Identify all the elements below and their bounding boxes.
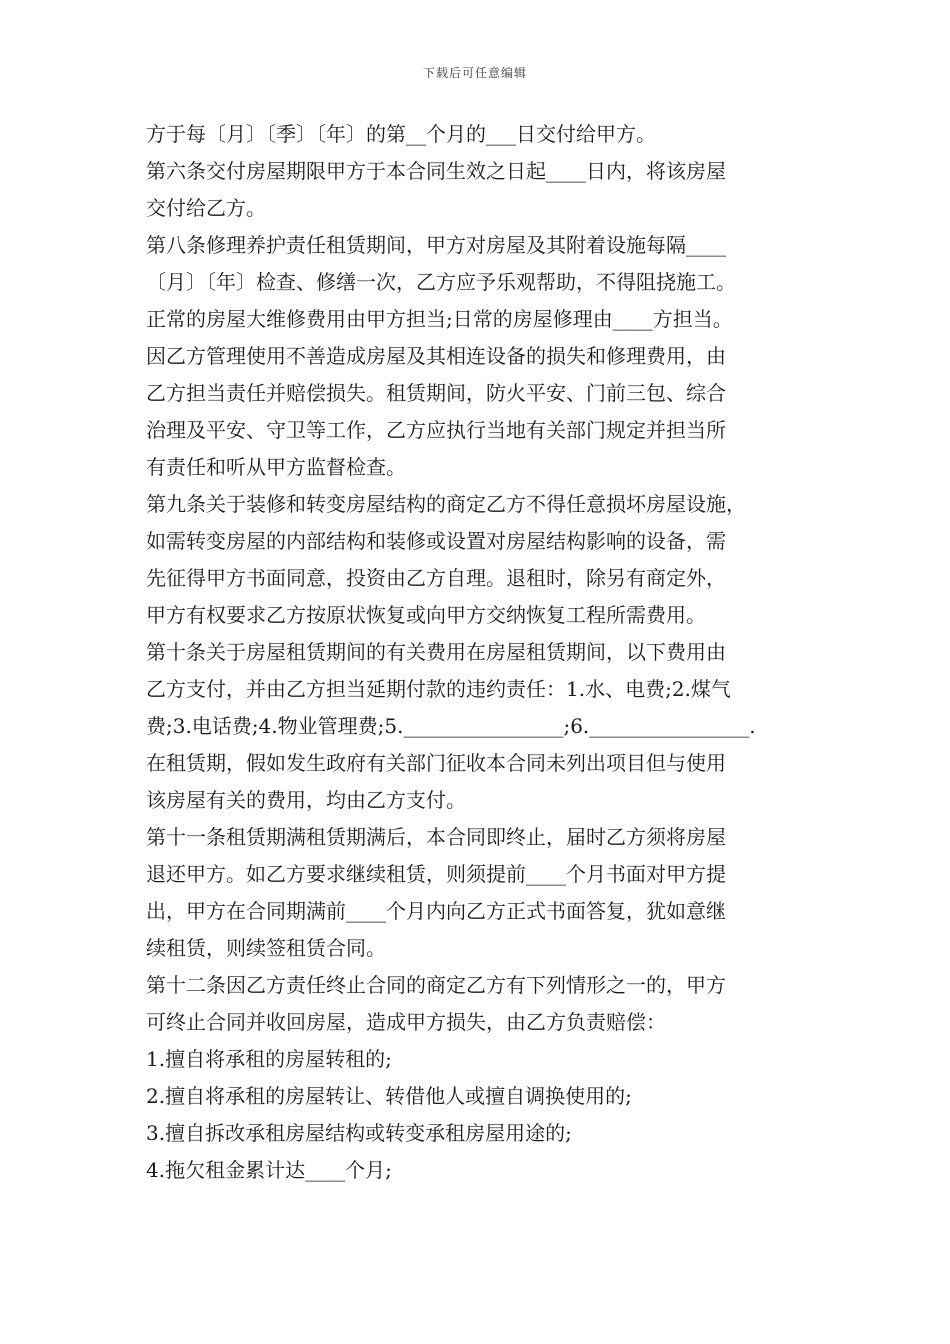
text-line: 方于每〔月〕〔季〕〔年〕的第__个月的___日交付给甲方。	[146, 122, 656, 146]
text-line: 正常的房屋大维修费用由甲方担当;日常的房屋修理由____方担当。	[146, 307, 733, 331]
page-header: 下载后可任意编辑	[422, 66, 527, 80]
text-line: 乙方担当责任并赔偿损失。租赁期间，防火平安、门前三包、综合	[146, 381, 726, 405]
text-line: 4.拖欠租金累计达____个月;	[146, 1158, 392, 1182]
text-line: 退还甲方。如乙方要求继续租赁，则须提前____个月书面对甲方提	[146, 862, 726, 886]
text-line: 交付给乙方。	[146, 196, 266, 220]
text-line: 甲方有权要求乙方按原状恢复或向甲方交纳恢复工程所需费用。	[146, 603, 706, 627]
text-line: 先征得甲方书面同意，投资由乙方自理。退租时，除另有商定外，	[146, 566, 726, 590]
text-line: 〔月〕〔年〕检查、修缮一次，乙方应予乐观帮助，不得阻挠施工。	[146, 270, 736, 294]
text-line: 3.擅自拆改承租房屋结构或转变承租房屋用途的;	[146, 1121, 572, 1145]
text-line: 该房屋有关的费用，均由乙方支付。	[146, 788, 466, 812]
text-line: 第八条修理养护责任租赁期间，甲方对房屋及其附着设施每隔____	[146, 233, 726, 257]
text-line: 第九条关于装修和转变房屋结构的商定乙方不得任意损坏房屋设施，	[146, 492, 746, 516]
text-line: 费;3.电话费;4.物业管理费;5.________________;6.________________.	[146, 714, 756, 738]
text-line: 第十一条租赁期满租赁期满后，本合同即终止，届时乙方须将房屋	[146, 825, 726, 849]
text-line: 第十二条因乙方责任终止合同的商定乙方有下列情形之一的，甲方	[146, 973, 726, 997]
text-line: 第十条关于房屋租赁期间的有关费用在房屋租赁期间，以下费用由	[146, 640, 726, 664]
text-line: 因乙方管理使用不善造成房屋及其相连设备的损失和修理费用，由	[146, 344, 726, 368]
text-line: 有责任和听从甲方监督检查。	[146, 455, 406, 479]
text-line: 治理及平安、守卫等工作，乙方应执行当地有关部门规定并担当所	[146, 418, 726, 442]
text-line: 可终止合同并收回房屋，造成甲方损失，由乙方负责赔偿：	[146, 1010, 666, 1034]
text-line: 乙方支付，并由乙方担当延期付款的违约责任：1.水、电费;2.煤气	[146, 677, 731, 701]
text-line: 1.擅自将承租的房屋转租的;	[146, 1047, 392, 1071]
text-line: 第六条交付房屋期限甲方于本合同生效之日起____日内，将该房屋	[146, 159, 726, 183]
text-line: 续租赁，则续签租赁合同。	[146, 936, 386, 960]
contract-body	[146, 116, 818, 1189]
text-line: 2.擅自将承租的房屋转让、转借他人或擅自调换使用的;	[146, 1084, 632, 1108]
text-line: 如需转变房屋的内部结构和装修或设置对房屋结构影响的设备，需	[146, 529, 726, 553]
text-line: 出，甲方在合同期满前____个月内向乙方正式书面答复，犹如意继	[146, 899, 726, 923]
text-line: 在租赁期，假如发生政府有关部门征收本合同未列出项目但与使用	[146, 751, 726, 775]
